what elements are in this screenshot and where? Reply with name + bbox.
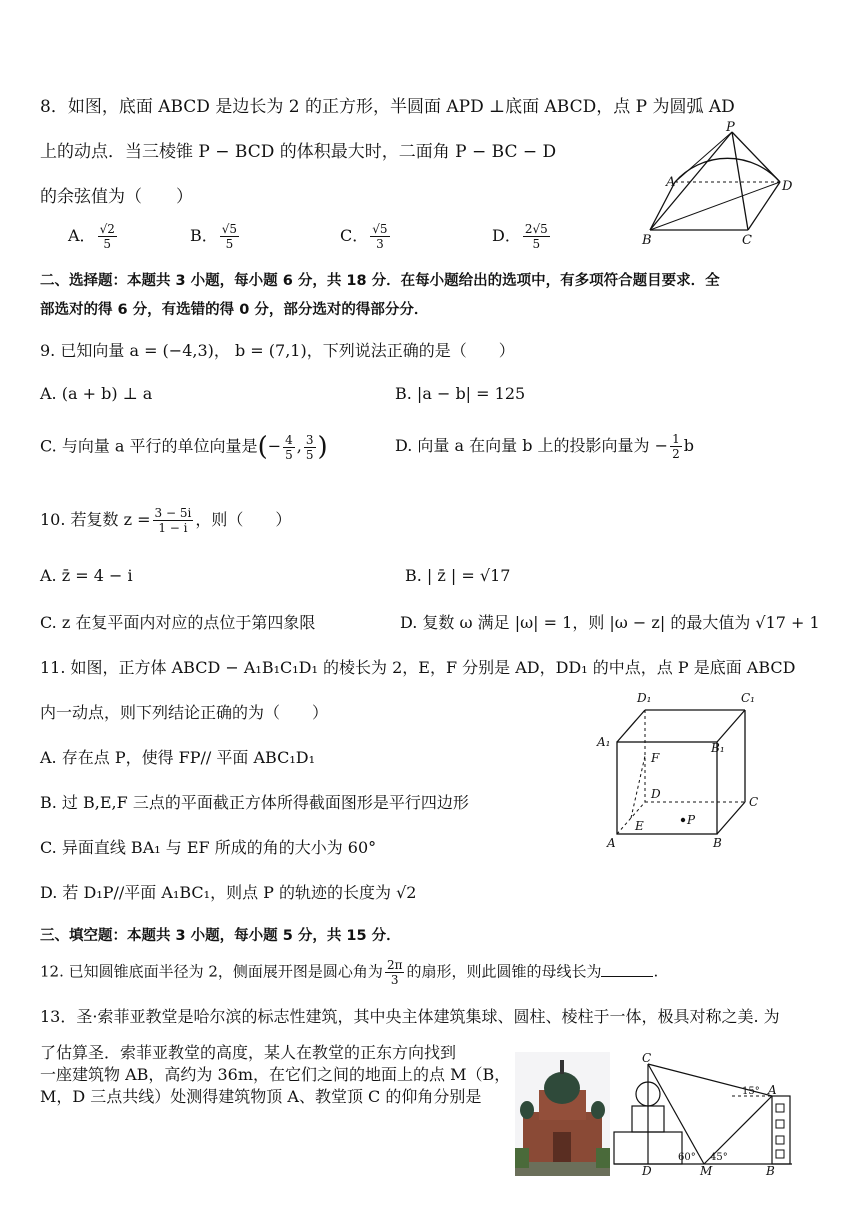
angle-45: 45° [710, 1152, 728, 1163]
label-a: A [666, 175, 676, 190]
option-label: D． [492, 226, 521, 245]
label-a: A [607, 836, 616, 850]
q8-option-a [68, 222, 119, 251]
label-p: P [687, 813, 696, 827]
q10-option-d: D. 复数 ω 满足 |ω| = 1，则 |ω − z| 的最大值为 √17 + 1 [400, 613, 820, 632]
q9-option-a: A. (a + b) ⊥ a [40, 384, 153, 403]
q8-line2: 上的动点．当三棱锥 P − BCD 的体积最大时，二面角 P − BC − D [40, 142, 557, 162]
q8-option-b [190, 222, 241, 251]
q11-cube-figure [595, 690, 775, 850]
label-c: C [642, 1052, 652, 1065]
label-b: B [766, 1164, 775, 1176]
fraction: $\frac{√5}{5}$ [221, 222, 238, 251]
fraction: $\frac{2√5}{5}$ [524, 222, 548, 251]
q10-stem: 10. 若复数 z = $\frac{3 - 5i}{1 - i}$ ，则（ ） [40, 506, 292, 535]
q13-line2: 了估算圣．索菲亚教堂的高度，某人在教堂的正东方向找到 [40, 1043, 457, 1062]
label-d: D [782, 179, 793, 194]
section2-line2: 部选对的得 6 分，有选错的得 0 分，部分选对的得部分分． [40, 302, 429, 318]
q11-line2: 内一动点，则下列结论正确的为（ ） [40, 703, 329, 722]
label-f: F [651, 751, 660, 765]
cathedral-photo [515, 1052, 610, 1176]
q10-option-a: A. z̄ = 4 − i [40, 566, 133, 585]
angle-15: 15° [742, 1086, 760, 1097]
q13-angle-figure [612, 1052, 797, 1176]
answer-blank [601, 962, 653, 977]
label-b: B [642, 233, 652, 248]
q8-line3: 的余弦值为（ ） [40, 187, 193, 207]
q11-line1: 11. 如图，正方体 ABCD − A₁B₁C₁D₁ 的棱长为 2，E，F 分别是 AD，DD₁ 的中点，点 P 是底面 ABCD [40, 658, 796, 677]
section2-line1: 二、选择题：本题共 3 小题，每小题 6 分，共 18 分．在每小题给出的选项中，有多项符合题目要求．全 [40, 273, 720, 289]
q13-line3: 一座建筑物 AB，高约为 36m，在它们之间的地面上的点 M（B， [40, 1065, 511, 1084]
label-a1: A₁ [597, 735, 611, 749]
label-c1: C₁ [741, 691, 755, 705]
label-b: B [713, 836, 722, 850]
fraction: $\frac{√2}{5}$ [99, 222, 115, 251]
option-label: B． [190, 226, 218, 245]
q11-option-d: D. 若 D₁P//平面 A₁BC₁，则点 P 的轨迹的长度为 √2 [40, 883, 417, 902]
label-m: M [700, 1164, 713, 1176]
q10-option-c: C. z 在复平面内对应的点位于第四象限 [40, 613, 316, 632]
label-d: D [651, 787, 661, 801]
q13-line4: M，D 三点共线）处测得建筑物顶 A、教堂顶 C 的仰角分别是 [40, 1087, 482, 1106]
q8-option-c [340, 222, 392, 251]
label-a: A [768, 1083, 777, 1097]
q9-option-d: D. 向量 a 在向量 b 上的投影向量为 − $\frac{1}{2}$ b [395, 432, 694, 461]
label-p: P [726, 120, 735, 135]
q11-option-c: C. 异面直线 BA₁ 与 EF 所成的角的大小为 60° [40, 838, 377, 857]
label-d: D [642, 1164, 652, 1176]
q8-line1: 8．如图，底面 ABCD 是边长为 2 的正方形，半圆面 APD ⊥底面 ABCD，点 P 为圆弧 AD [40, 97, 735, 117]
label-b1: B₁ [711, 741, 725, 755]
q9-stem: 9. 已知向量 a = (−4,3)， b = (7,1)，下列说法正确的是（ ） [40, 341, 515, 360]
label-e: E [635, 819, 644, 833]
label-c: C [742, 233, 752, 248]
q13-line1: 13．圣·索菲亚教堂是哈尔滨的标志性建筑，其中央主体建筑集球、圆柱、棱柱于一体，极具对称之美. 为 [40, 1007, 780, 1026]
q8-option-d [492, 222, 552, 251]
q9-option-c: C. 与向量 a 平行的单位向量是(− $\frac{4}{5}$ , $\frac{3}{5}$ ) [40, 432, 328, 462]
option-label: A． [68, 226, 96, 245]
q10-option-b: B. | z̄ | = √17 [405, 566, 511, 585]
q9-option-b: B. |a − b| = 125 [395, 384, 526, 403]
angle-60: 60° [678, 1152, 696, 1163]
label-d1: D₁ [637, 691, 652, 705]
section3-title: 三、填空题：本题共 3 小题，每小题 5 分，共 15 分． [40, 928, 401, 944]
fraction: $\frac{√5}{3}$ [372, 222, 388, 251]
q11-option-b: B. 过 B,E,F 三点的平面截正方体所得截面图形是平行四边形 [40, 793, 469, 812]
option-label: C． [340, 226, 369, 245]
label-c: C [749, 795, 759, 809]
q12: 12. 已知圆锥底面半径为 2，侧面展开图是圆心角为 $\frac{2\pi}{3}$ 的扇形，则此圆锥的母线长为 . [40, 958, 659, 987]
q8-pyramid-figure [640, 120, 800, 250]
q11-option-a: A. 存在点 P，使得 FP// 平面 ABC₁D₁ [40, 748, 315, 767]
